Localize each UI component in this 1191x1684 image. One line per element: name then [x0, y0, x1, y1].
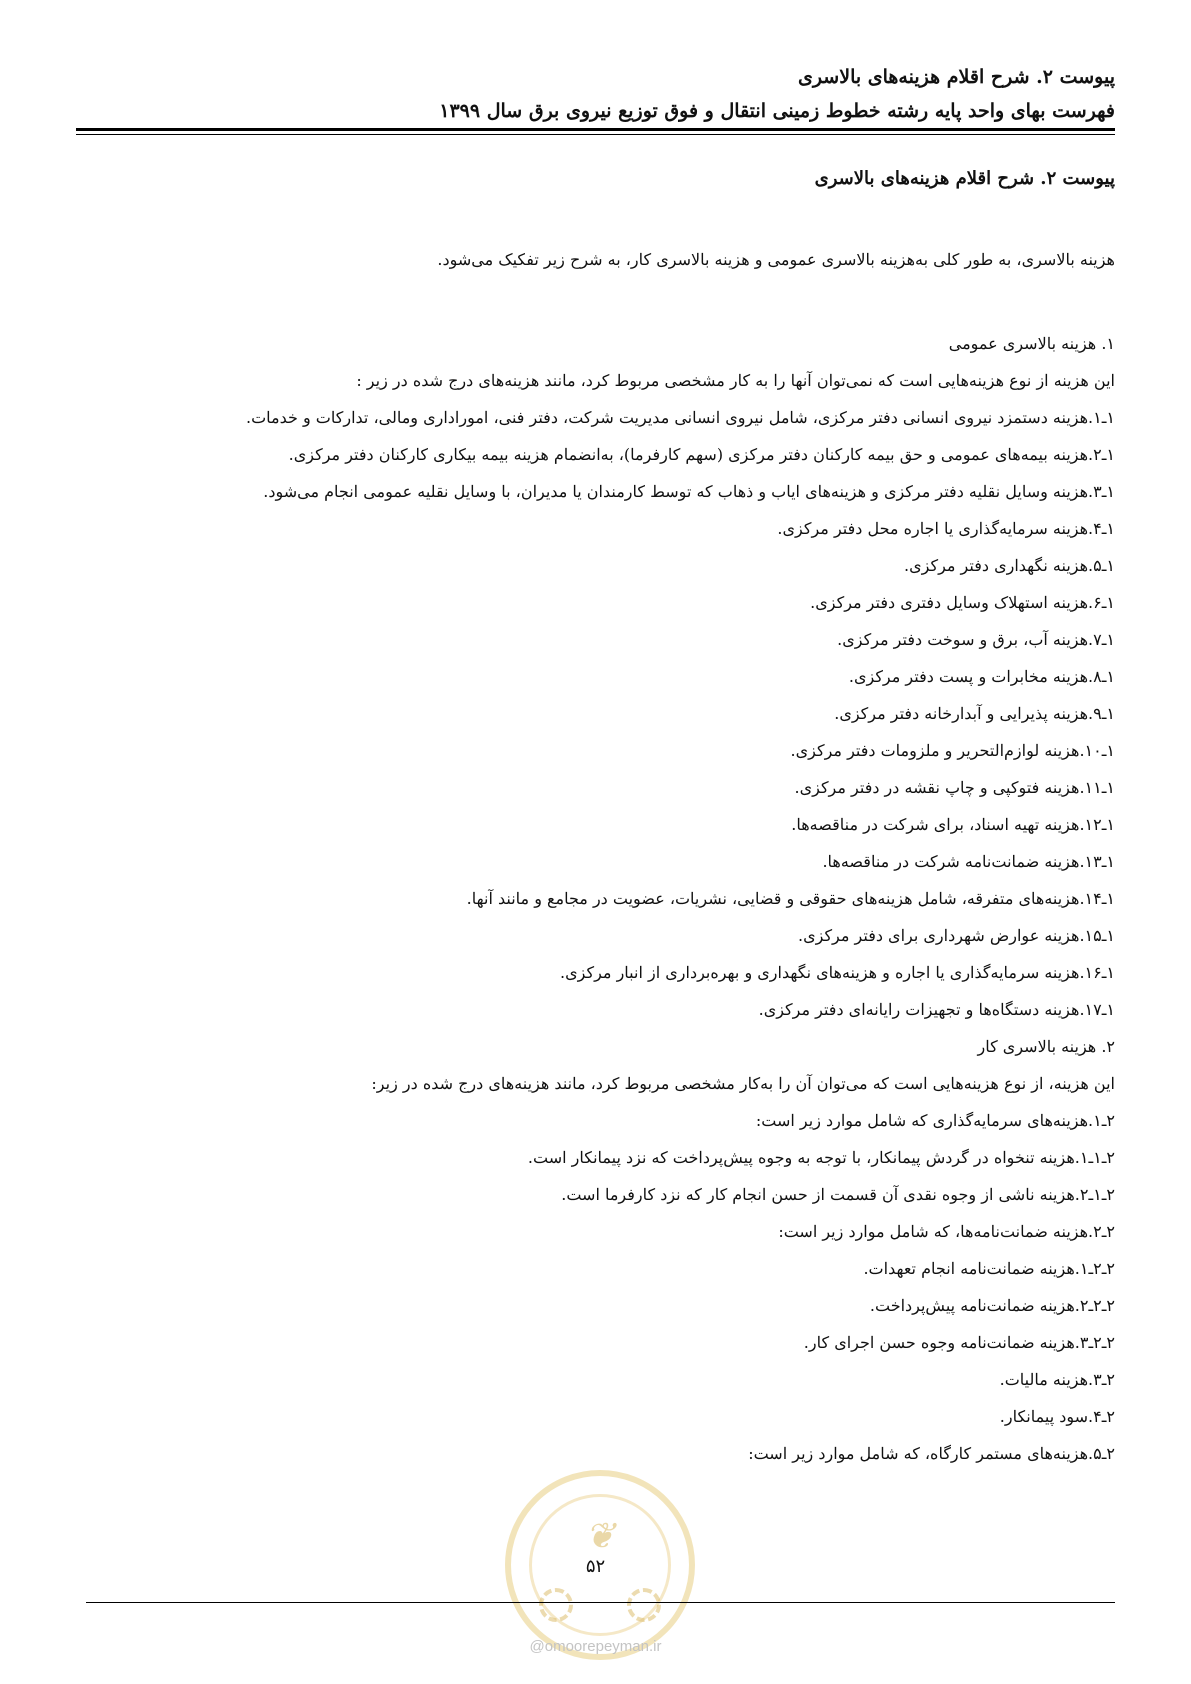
- list-item: ۱ـ۱۳.هزینه ضمانت‌نامه شرکت در مناقصه‌ها.: [822, 852, 1115, 871]
- website-watermark: @omoorepeyman.ir: [529, 1638, 662, 1655]
- list-item: ۱ـ۸.هزینه مخابرات و پست دفتر مرکزی.: [848, 667, 1115, 686]
- list-item: ۱ـ۱۷.هزینه دستگاه‌ها و تجهیزات رایانه‌ای دفتر مرکزی.: [758, 1000, 1115, 1019]
- list-item: ۱ـ۷.هزینه آب، برق و سوخت دفتر مرکزی.: [837, 630, 1115, 649]
- list-item: ۱ـ۱۰.هزینه لوازم‌التحریر و ملزومات دفتر مرکزی.: [790, 741, 1115, 760]
- list-item: ۲ـ۳.هزینه مالیات.: [999, 1370, 1115, 1389]
- page-number: ۵۲: [585, 1556, 606, 1577]
- intro-paragraph: هزینه بالاسری، به طور کلی به‌هزینه بالاسری عمومی و هزینه بالاسری کار، به شرح زیر تفکیک می‌شود.: [437, 250, 1115, 269]
- body-text: [76, 325, 1115, 1472]
- list-item: ۲ـ۵.هزینه‌های مستمر کارگاه، که شامل موارد زیر است:: [748, 1444, 1115, 1463]
- footer-rule: [86, 1602, 1115, 1603]
- list-item: ۱ـ۱۴.هزینه‌های متفرقه، شامل هزینه‌های حقوقی و قضایی، نشریات، عضویت در مجامع و مانند آنها.: [466, 889, 1115, 908]
- list-item: ۲ـ۲ـ۳.هزینه ضمانت‌نامه وجوه حسن اجرای کار.: [803, 1333, 1115, 1352]
- list-item: ۱. هزینه بالاسری عمومی: [948, 334, 1115, 353]
- header-document-title: فهرست بهای واحد پایه رشته خطوط زمینی انتقال و فوق توزیع نیروی برق سال ۱۳۹۹: [439, 100, 1115, 122]
- list-item: ۲ـ۱.هزینه‌های سرمایه‌گذاری که شامل موارد زیر است:: [755, 1111, 1115, 1130]
- list-item: ۱ـ۱.هزینه دستمزد نیروی انسانی دفتر مرکزی، شامل نیروی انسانی مدیریت شرکت، دفتر فنی، اموراداری ومالی، تدارکات و خدمات.: [246, 408, 1115, 427]
- list-item: این هزینه از نوع هزینه‌هایی است که نمی‌توان آنها را به کار مشخصی مربوط کرد، مانند هزینه‌های درج شده در زیر :: [356, 371, 1115, 390]
- list-item: این هزینه، از نوع هزینه‌هایی است که می‌توان آن را به‌کار مشخصی مربوط کرد، مانند هزینه‌های درج شده در زیر:: [371, 1074, 1115, 1093]
- list-item: ۱ـ۱۶.هزینه سرمایه‌گذاری یا اجاره و هزینه‌های نگهداری و بهره‌برداری از انبار مرکزی.: [560, 963, 1115, 982]
- header-rule-thick: [76, 128, 1115, 131]
- gear-icon: [627, 1588, 661, 1622]
- list-item: ۲ـ۲ـ۲.هزینه ضمانت‌نامه پیش‌پرداخت.: [869, 1296, 1115, 1315]
- list-item: ۱ـ۱۵.هزینه عوارض شهرداری برای دفتر مرکزی.: [798, 926, 1115, 945]
- list-item: ۱ـ۱۱.هزینه فتوکپی و چاپ نقشه در دفتر مرکزی.: [794, 778, 1115, 797]
- list-item: ۲ـ۴.سود پیمانکار.: [999, 1407, 1115, 1426]
- list-item: ۱ـ۶.هزینه استهلاک وسایل دفتری دفتر مرکزی.: [810, 593, 1115, 612]
- list-item: ۱ـ۱۲.هزینه تهیه اسناد، برای شرکت در مناقصه‌ها.: [791, 815, 1115, 834]
- list-item: ۱ـ۲.هزینه بیمه‌های عمومی و حق بیمه کارکنان دفتر مرکزی (سهم کارفرما)، به‌انضمام هزینه بیمه بیکاری کارکنان دفتر مرکزی.: [288, 445, 1115, 464]
- section-title: پیوست ۲. شرح اقلام هزینه‌های بالاسری: [814, 168, 1115, 189]
- gear-icon: [539, 1588, 573, 1622]
- list-item: ۱ـ۹.هزینه پذیرایی و آبدارخانه دفتر مرکزی.: [834, 704, 1115, 723]
- header-rule-thin: [76, 134, 1115, 135]
- list-item: ۲ـ۲ـ۱.هزینه ضمانت‌نامه انجام تعهدات.: [863, 1259, 1115, 1278]
- running-header: [76, 60, 1115, 128]
- list-item: ۲ـ۱ـ۲.هزینه ناشی از وجوه نقدی آن قسمت از حسن انجام کار که نزد کارفرما است.: [561, 1185, 1115, 1204]
- list-item: ۲ـ۱ـ۱.هزینه تنخواه در گردش پیمانکار، با توجه به وجوه پیش‌پرداخت که نزد پیمانکار است.: [527, 1148, 1115, 1167]
- list-item: ۲ـ۲.هزینه ضمانت‌نامه‌ها، که شامل موارد زیر است:: [778, 1222, 1115, 1241]
- list-item: ۱ـ۳.هزینه وسایل نقلیه دفتر مرکزی و هزینه‌های ایاب و ذهاب که توسط کارمندان یا مدیران، با وسایل نقلیه عمومی انجام می‌شود.: [263, 482, 1115, 501]
- header-appendix-title: پیوست ۲. شرح اقلام هزینه‌های بالاسری: [797, 66, 1115, 88]
- watermark-logo-icon: ❦: [584, 1516, 616, 1557]
- list-item: ۱ـ۵.هزینه نگهداری دفتر مرکزی.: [904, 556, 1115, 575]
- list-item: ۱ـ۴.هزینه سرمایه‌گذاری یا اجاره محل دفتر مرکزی.: [777, 519, 1115, 538]
- list-item: ۲. هزینه بالاسری کار: [977, 1037, 1115, 1056]
